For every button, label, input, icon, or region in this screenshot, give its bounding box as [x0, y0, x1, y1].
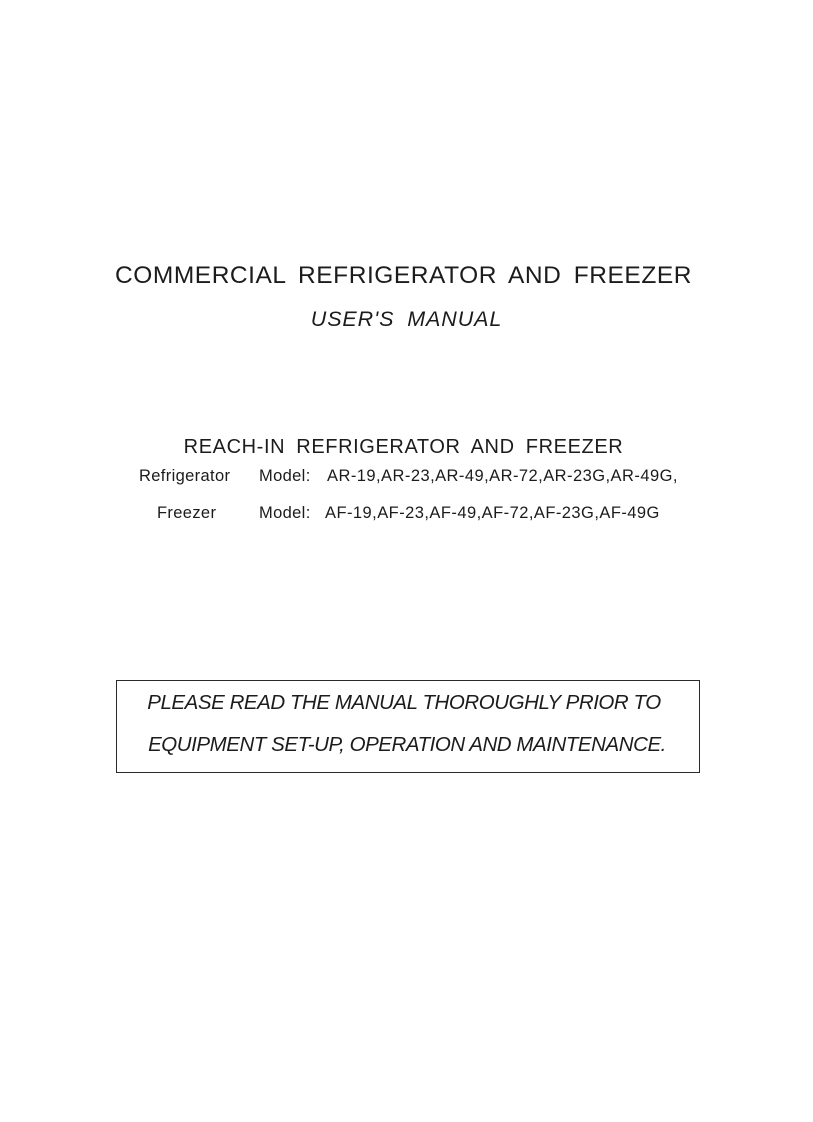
model-type-label: Refrigerator — [139, 467, 231, 485]
refrigerator-model-row — [0, 467, 813, 491]
document-subtitle: USER'S MANUAL — [310, 307, 503, 331]
freezer-model-row — [0, 504, 813, 528]
model-label: Model: — [259, 504, 311, 522]
model-list: AF-19,AF-23,AF-49,AF-72,AF-23G,AF-49G — [325, 504, 660, 522]
model-list: AR-19,AR-23,AR-49,AR-72,AR-23G,AR-49G, — [327, 467, 678, 485]
document-title: COMMERCIAL REFRIGERATOR AND FREEZER — [115, 262, 692, 289]
section-heading: REACH-IN REFRIGERATOR AND FREEZER — [183, 436, 624, 458]
model-label: Model: — [259, 467, 311, 485]
notice-box — [116, 680, 700, 773]
model-type-label: Freezer — [157, 504, 217, 522]
notice-line-2: EQUIPMENT SET-UP, OPERATION AND MAINTENANCE. — [148, 733, 666, 756]
notice-line-1: PLEASE READ THE MANUAL THOROUGHLY PRIOR TO — [147, 691, 661, 714]
